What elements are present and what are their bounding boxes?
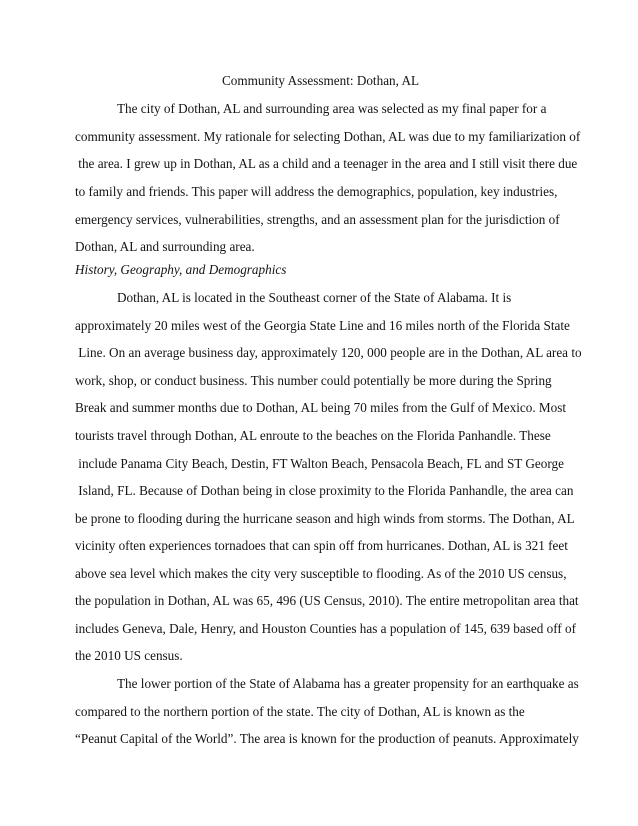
paragraph-1-line-4: to family and friends. This paper will address the demographics, population, key industries,	[75, 184, 558, 199]
paragraph-2-line-8: Island, FL. Because of Dothan being in close proximity to the Florida Panhandle, the area can	[75, 483, 574, 498]
page-title: Community Assessment: Dothan, AL	[222, 73, 420, 88]
paragraph-2-line-1: Dothan, AL is located in the Southeast corner of the State of Alabama. It is	[117, 290, 512, 305]
paragraph-2-line-2: approximately 20 miles west of the Georgia State Line and 16 miles north of the Florida State	[75, 318, 570, 333]
paragraph-1-line-1: The city of Dothan, AL and surrounding area was selected as my final paper for a	[117, 101, 547, 116]
paragraph-2-line-5: Break and summer months due to Dothan, AL being 70 miles from the Gulf of Mexico. Most	[75, 400, 567, 415]
paragraph-2-line-14: the 2010 US census.	[75, 648, 183, 663]
paragraph-2-line-6: tourists travel through Dothan, AL enroute to the beaches on the Florida Panhandle. These	[75, 428, 551, 443]
paragraph-2-line-7: include Panama City Beach, Destin, FT Walton Beach, Pensacola Beach, FL and ST George	[75, 456, 564, 471]
paragraph-2-line-3: Line. On an average business day, approximately 120, 000 people are in the Dothan, AL area to	[75, 345, 582, 360]
paragraph-3-line-2: compared to the northern portion of the state. The city of Dothan, AL is known as the	[75, 704, 525, 719]
paragraph-1-line-5: emergency services, vulnerabilities, strengths, and an assessment plan for the jurisdiction of	[75, 212, 560, 227]
paragraph-2-line-10: vicinity often experiences tornadoes that can spin off from hurricanes. Dothan, AL is 321 feet	[75, 538, 568, 553]
paragraph-3-line-3: “Peanut Capital of the World”. The area is known for the production of peanuts. Approximately	[75, 731, 579, 746]
paragraph-2-line-13: includes Geneva, Dale, Henry, and Houston Counties has a population of 145, 639 based off of	[75, 621, 577, 636]
paragraph-2-line-12: the population in Dothan, AL was 65, 496 (US Census, 2010). The entire metropolitan area that	[75, 593, 579, 608]
paragraph-1-line-6: Dothan, AL and surrounding area.	[75, 239, 255, 254]
paragraph-2-line-4: work, shop, or conduct business. This number could potentially be more during the Spring	[75, 373, 552, 388]
paragraph-1-line-2: community assessment. My rationale for selecting Dothan, AL was due to my familiarization of	[75, 129, 581, 144]
paragraph-2-line-9: be prone to flooding during the hurricane season and high winds from storms. The Dothan, AL	[75, 511, 575, 526]
paragraph-1-line-3: the area. I grew up in Dothan, AL as a child and a teenager in the area and I still visit there due	[75, 156, 578, 171]
section-heading: History, Geography, and Demographics	[75, 262, 287, 277]
paragraph-3-line-1: The lower portion of the State of Alabama has a greater propensity for an earthquake as	[117, 676, 579, 691]
paragraph-2-line-11: above sea level which makes the city very susceptible to flooding. As of the 2010 US census,	[75, 566, 567, 581]
